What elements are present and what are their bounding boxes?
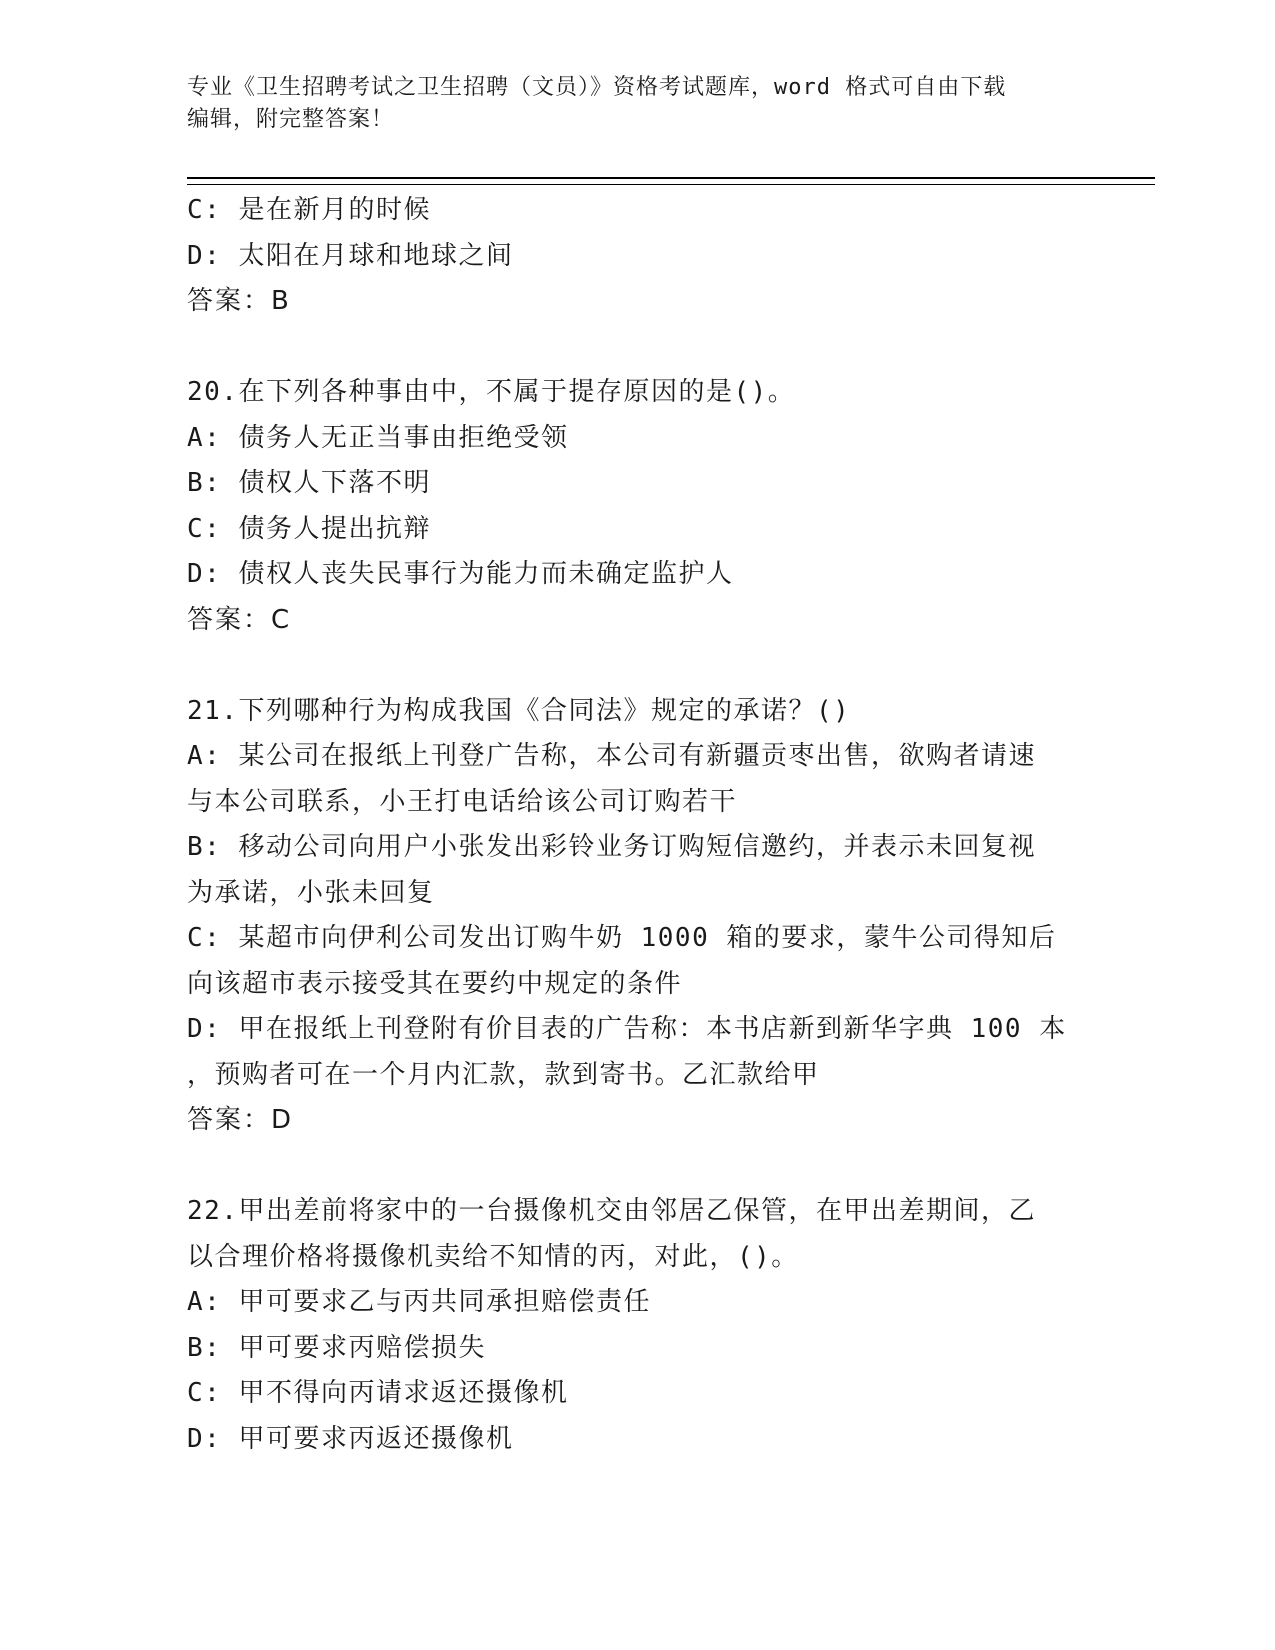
answer-line: 答案：D	[187, 1105, 294, 1135]
question-stem: 20.在下列各种事由中，不属于提存原因的是()。	[187, 377, 796, 407]
answer-line: 答案：C	[187, 604, 292, 635]
question-19-tail	[187, 188, 1087, 325]
header-rule-thick	[187, 177, 1155, 179]
option-d: D: 甲可要求丙返还摄像机	[187, 1423, 514, 1454]
question-stem-line-1: 22.甲出差前将家中的一台摄像机交由邻居乙保管，在甲出差期间，乙	[187, 1196, 1036, 1226]
option-c: C: 是在新月的时候	[187, 195, 431, 225]
spacer	[187, 325, 1087, 371]
answer-line: 答案：B	[187, 286, 291, 316]
option-a: A: 甲可要求乙与丙共同承担赔偿责任	[187, 1287, 651, 1317]
question-stem-line-2: 以合理价格将摄像机卖给不知情的丙，对此，()。	[187, 1241, 799, 1272]
option-c-line-1: C: 某超市向伊利公司发出订购牛奶 1000 箱的要求，蒙牛公司得知后	[187, 923, 1057, 953]
header-line-2: 编辑，附完整答案！	[187, 107, 395, 132]
document-header	[187, 72, 1067, 136]
question-22	[187, 1189, 1087, 1462]
header-line-1: 专业《卫生招聘考试之卫生招聘（文员）》资格考试题库，word 格式可自由下载	[187, 75, 1007, 100]
question-21	[187, 689, 1087, 1144]
header-rule-thin	[187, 184, 1155, 185]
question-list	[187, 188, 1087, 1462]
option-d: D: 债权人丧失民事行为能力而未确定监护人	[187, 559, 734, 589]
option-d-line-1: D: 甲在报纸上刊登附有价目表的广告称：本书店新到新华字典 100 本	[187, 1014, 1067, 1044]
option-d: D: 太阳在月球和地球之间	[187, 240, 514, 271]
option-b-line-2: 为承诺，小张未回复	[187, 877, 435, 908]
option-d-line-2: ，预购者可在一个月内汇款，款到寄书。乙汇款给甲	[187, 1059, 820, 1090]
option-a-line-2: 与本公司联系，小王打电话给该公司订购若干	[187, 786, 738, 817]
option-c: C: 债务人提出抗辩	[187, 513, 431, 544]
option-b-line-1: B: 移动公司向用户小张发出彩铃业务订购短信邀约，并表示未回复视	[187, 832, 1036, 862]
question-stem: 21.下列哪种行为构成我国《合同法》规定的承诺？()	[187, 695, 851, 726]
spacer	[187, 643, 1087, 689]
option-c: C: 甲不得向丙请求返还摄像机	[187, 1378, 569, 1408]
option-a-line-1: A: 某公司在报纸上刊登广告称，本公司有新疆贡枣出售，欲购者请速	[187, 741, 1036, 771]
question-20	[187, 370, 1087, 643]
option-b: B: 债权人下落不明	[187, 468, 431, 498]
option-b: B: 甲可要求丙赔偿损失	[187, 1332, 486, 1363]
option-a: A: 债务人无正当事由拒绝受领	[187, 422, 569, 453]
option-c-line-2: 向该超市表示接受其在要约中规定的条件	[187, 968, 683, 999]
spacer	[187, 1144, 1087, 1190]
